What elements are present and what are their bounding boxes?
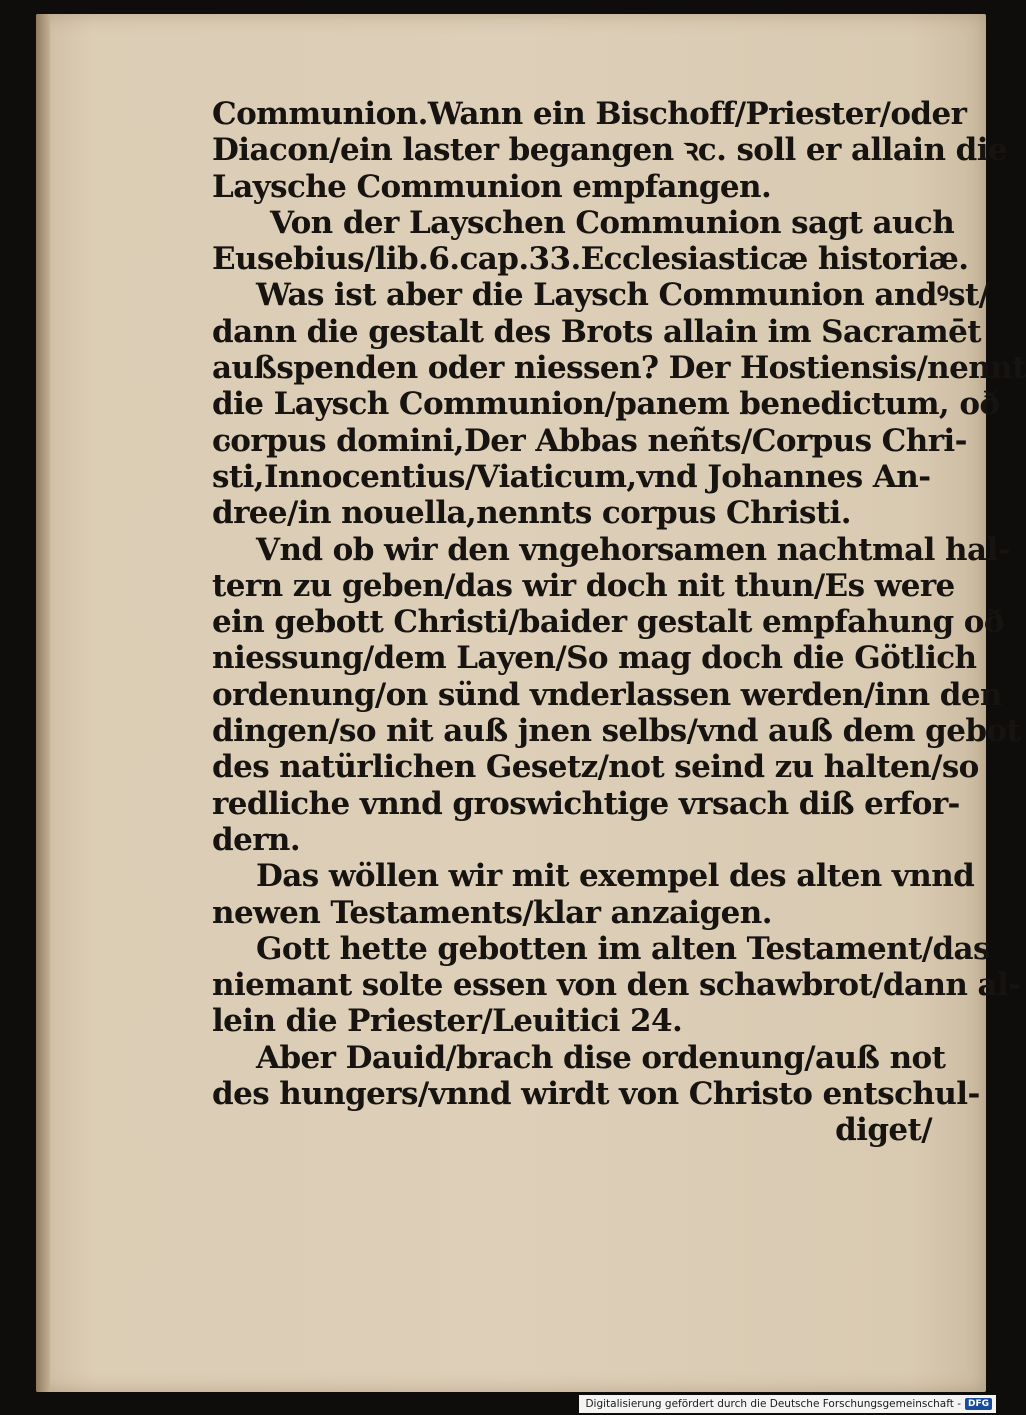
text-line: Laysche Communion empfangen.: [212, 168, 772, 205]
text-line: tern zu geben/das wir doch nit thun/Es were: [212, 567, 955, 604]
text-line: corpus domini,Der Abbas neñts/Corpus Chri-: [212, 422, 967, 459]
text-line: Gott hette gebotten im alten Testament/das: [256, 930, 990, 967]
text-line: dree/in nouella,nennts corpus Christi.: [212, 495, 851, 532]
text-line: niessung/dem Layen/So mag doch die Götlich: [212, 640, 977, 677]
text-line: dern.: [212, 821, 301, 858]
text-line: dann die gestalt des Brots allain im Sacramēt: [212, 313, 981, 350]
text-line: des hungers/vnnd wirdt von Christo entschul-: [212, 1076, 980, 1113]
text-line: dingen/so nit auß jnen selbs/vnd auß dem gebot: [212, 713, 1021, 750]
credit-text: Digitalisierung gefördert durch die Deutsche Forschungsgemeinschaft -: [585, 1398, 961, 1410]
text-line: Diacon/ein laster begangen ꝛc. soll er allain die: [212, 132, 1007, 169]
text-line: außspenden oder niessen? Der Hostiensis/nennt: [212, 350, 1026, 387]
text-line: ein gebott Christi/baider gestalt empfahung oð: [212, 604, 1004, 641]
text-line: newen Testaments/klar anzaigen.: [212, 894, 772, 931]
text-line: Von der Layschen Communion sagt auch: [270, 204, 955, 241]
page-text: [212, 96, 1026, 1149]
text-line: des natürlichen Gesetz/not seind zu halten/so: [212, 749, 979, 786]
text-line: Was ist aber die Laysch Communion andꝰst/: [256, 277, 990, 314]
page-edge: [36, 14, 50, 1392]
text-line: Aber Dauid/brach dise ordenung/auß not: [256, 1039, 946, 1076]
digitization-credit: [579, 1395, 996, 1413]
text-line: Vnd ob wir den vngehorsamen nachtmal hal-: [256, 531, 1010, 568]
text-line: Eusebius/lib.6.cap.33.Ecclesiasticæ historiæ.: [212, 241, 969, 278]
text-line: Communion.Wann ein Bischoff/Priester/oder: [212, 96, 967, 132]
text-line: redliche vnnd groswichtige vrsach diß erfor-: [212, 785, 960, 822]
text-line: Das wöllen wir mit exempel des alten vnnd: [256, 858, 975, 895]
text-line: die Laysch Communion/panem benedictum, oð: [212, 386, 1000, 423]
text-line: ordenung/on sünd vnderlassen werden/inn den: [212, 676, 1002, 713]
text-line: niemant solte essen von den schawbrot/dann al-: [212, 967, 1021, 1004]
dfg-logo: DFG: [965, 1398, 992, 1410]
text-line: lein die Priester/Leuitici 24.: [212, 1003, 683, 1040]
text-line: sti,Innocentius/Viaticum,vnd Johannes An-: [212, 458, 931, 495]
catchword: diget/: [835, 1112, 932, 1149]
